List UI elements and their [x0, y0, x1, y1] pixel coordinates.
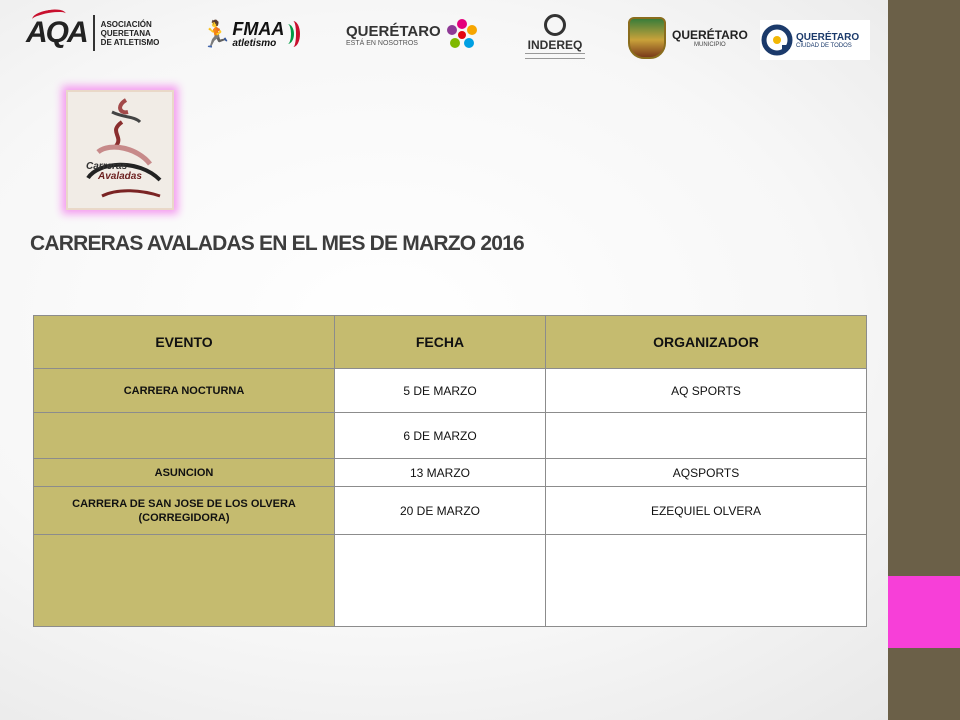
- indereq-seal-icon: [544, 14, 566, 36]
- aqa-line-2: QUERETANA: [100, 28, 151, 38]
- table-row: [34, 535, 867, 627]
- cell-evento: CARRERA NOCTURNA: [34, 369, 335, 413]
- header-fecha: FECHA: [335, 316, 546, 369]
- indereq-logo: [520, 14, 590, 62]
- fmaa-sub: atletismo: [232, 37, 277, 49]
- queretaro-estado-tagline: ESTÁ EN NOSOTROS: [346, 39, 418, 47]
- queretaro-municipio-text: [672, 28, 748, 48]
- fmaa-logo-text: [232, 20, 284, 49]
- carreras-avaladas-badge: [66, 90, 174, 210]
- table-row: [34, 459, 867, 487]
- queretaro-ciudad-text: [796, 32, 859, 49]
- cell-fecha: 20 DE MARZO: [335, 487, 546, 535]
- aqa-logo: [26, 8, 176, 58]
- runner-icon: 🏃: [200, 18, 233, 49]
- table-row: [34, 369, 867, 413]
- cell-fecha: 5 DE MARZO: [335, 369, 546, 413]
- cell-fecha: [335, 535, 546, 627]
- cell-organizador: [546, 535, 867, 627]
- fmaa-logo: [200, 12, 300, 56]
- aqa-logo-mark: AQA: [26, 16, 87, 49]
- header-evento: EVENTO: [34, 316, 335, 369]
- cell-evento: ASUNCION: [34, 459, 335, 487]
- header-organizador: ORGANIZADOR: [546, 316, 867, 369]
- fmaa-name: FMAA: [232, 18, 285, 39]
- aqa-line-3: DE ATLETISMO: [100, 37, 160, 47]
- badge-text: [86, 162, 142, 182]
- cell-organizador: AQ SPORTS: [546, 369, 867, 413]
- cell-fecha: 6 DE MARZO: [335, 413, 546, 459]
- table-row: [34, 487, 867, 535]
- cell-evento: [34, 413, 335, 459]
- fmaa-swoosh-icon: [286, 21, 300, 47]
- page-title: CARRERAS AVALADAS EN EL MES DE MARZO 2016: [30, 232, 524, 255]
- cell-organizador: [546, 413, 867, 459]
- aqa-logo-text: [101, 20, 160, 47]
- badge-line-2: Avaladas: [98, 171, 142, 182]
- indereq-name: INDEREQ: [527, 38, 583, 52]
- cell-evento: CARRERA DE SAN JOSE DE LOS OLVERA (CORREGIDORA): [34, 487, 335, 535]
- queretaro-ciudad-tagline: CIUDAD DE TODOS: [796, 42, 852, 49]
- municipal-crest-icon: [628, 17, 666, 59]
- table-row: [34, 413, 867, 459]
- table-header-row: [34, 316, 867, 369]
- cell-organizador: AQSPORTS: [546, 459, 867, 487]
- events-table: [33, 315, 867, 627]
- aqa-logo-divider: [93, 15, 95, 51]
- queretaro-estado-name: QUERÉTARO: [346, 22, 441, 40]
- runner-swirl-icon: [68, 92, 172, 208]
- queretaro-municipio-logo: [628, 16, 750, 60]
- queretaro-ciudad-logo: [760, 20, 870, 60]
- right-pink-accent: [888, 576, 960, 648]
- queretaro-municipio-name: QUERÉTARO: [672, 28, 748, 42]
- queretaro-estado-text: [346, 24, 441, 47]
- aqa-line-1: ASOCIACIÓN: [100, 19, 152, 29]
- colorful-star-icon: [445, 18, 479, 52]
- queretaro-estado-logo: [346, 18, 492, 52]
- queretaro-municipio-sub: MUNICIPIO: [694, 42, 726, 48]
- badge-line-1: Carreras: [86, 161, 128, 172]
- cell-fecha: 13 MARZO: [335, 459, 546, 487]
- cell-evento: [34, 535, 335, 627]
- qc-mark-icon: [760, 23, 794, 57]
- cell-organizador: EZEQUIEL OLVERA: [546, 487, 867, 535]
- indereq-subtitle-lines: [525, 53, 585, 59]
- queretaro-ciudad-name: QUERÉTARO: [796, 31, 860, 43]
